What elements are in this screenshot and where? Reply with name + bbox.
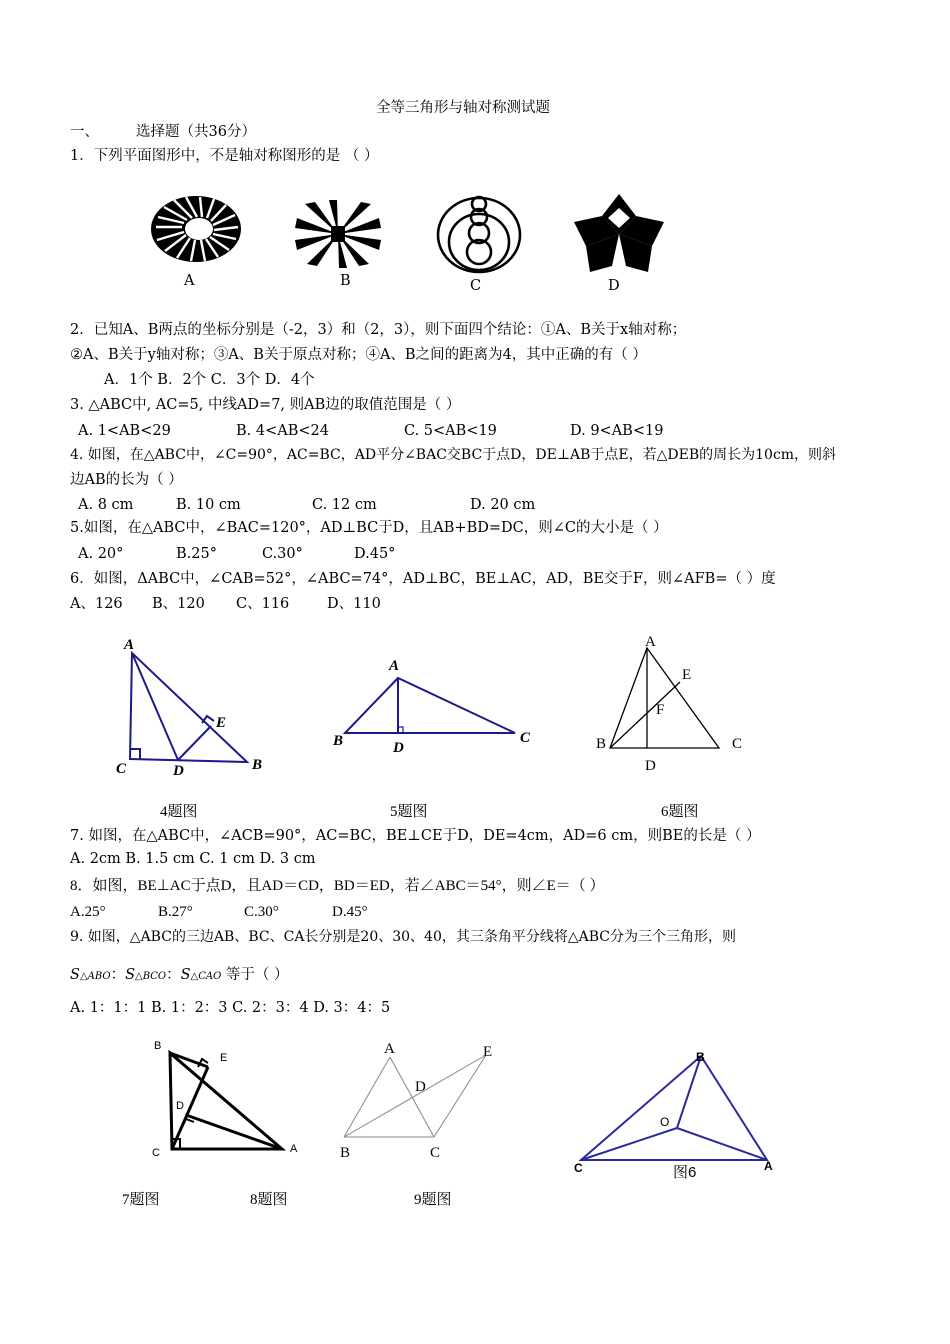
q5-option-c: C.30° <box>262 546 303 562</box>
q8-option-d: D.45° <box>332 904 368 920</box>
q4-option-c: C. 12 cm <box>312 497 377 513</box>
q3-option-d: D. 9<AB<19 <box>570 423 664 439</box>
q5-option-d: D.45° <box>354 546 396 562</box>
q1-label-b: B <box>340 273 351 289</box>
q6-option-c: C、116 <box>236 596 290 612</box>
fig9-inner-label: 图6 <box>673 1164 697 1181</box>
q1-label-a: A <box>184 273 195 289</box>
fig8-label-a: A <box>384 1041 395 1057</box>
fig6-label-f: F <box>656 702 665 718</box>
fig4-label-a: A <box>124 637 135 653</box>
q8-option-a: A.25° <box>70 904 106 920</box>
q3-option-a: A. 1<AB<29 <box>78 423 171 439</box>
q8-option-b: B.27° <box>158 904 193 920</box>
q1-figure-c <box>436 196 522 274</box>
figure-7-caption: 7题图 <box>122 1192 160 1208</box>
fig8-label-c: C <box>430 1145 441 1161</box>
q6-option-a: A、126 <box>70 596 123 612</box>
fig4-label-d: D <box>173 763 184 779</box>
figure-4-caption: 4题图 <box>160 804 198 820</box>
fig5-label-c: C <box>520 730 531 746</box>
q6-option-d: D、110 <box>327 596 381 612</box>
figure-5-caption: 5题图 <box>390 804 428 820</box>
figure-8 <box>330 1035 510 1170</box>
question-8: 8．如图，BE⊥AC于点D，且AD＝CD，BD＝ED，若∠ABC＝54°，则∠E＝（ ） <box>70 878 605 894</box>
fig7-label-a: A <box>290 1143 298 1155</box>
figure-6 <box>590 630 750 780</box>
fig4-label-e: E <box>216 715 227 731</box>
section-number: 一、 <box>70 124 99 140</box>
fig6-label-c: C <box>732 736 743 752</box>
fig8-label-d: D <box>415 1079 426 1095</box>
fig5-label-d: D <box>393 740 404 756</box>
figure-5 <box>325 650 545 760</box>
q5-option-b: B.25° <box>176 546 217 562</box>
figure-6-caption: 6题图 <box>661 804 699 820</box>
question-7: 7. 如图，在△ABC中，∠ACB=90°，AC=BC，BE⊥CE于D，DE=4cm，AD=6 cm，则BE的长是（ ） <box>70 828 761 844</box>
q3-option-c: C. 5<AB<19 <box>404 423 497 439</box>
q5-option-a: A. 20° <box>78 546 124 562</box>
fig5-label-b: B <box>333 733 344 749</box>
q1-figure-d <box>574 194 664 274</box>
fig6-label-e: E <box>682 667 692 683</box>
q8-option-c: C.30° <box>244 904 279 920</box>
fig7-label-d: D <box>176 1100 184 1112</box>
fig6-label-d: D <box>645 758 656 774</box>
page-title: 全等三角形与轴对称测试题 <box>376 100 550 116</box>
q9-ratio-expression: S△ABO：S△BCO：S△CAO 等于（ ） <box>70 967 289 983</box>
fig7-label-b: B <box>154 1040 162 1052</box>
fig6-label-a: A <box>645 634 656 650</box>
question-7-options: A. 2cm B. 1.5 cm C. 1 cm D. 3 cm <box>70 851 316 867</box>
fig9-label-o: O <box>660 1115 670 1129</box>
q4-option-d: D. 20 cm <box>470 497 536 513</box>
question-9-options: A. 1：1：1 B. 1：2：3 C. 2：3：4 D. 3：4：5 <box>70 1000 391 1016</box>
question-3: 3. △ABC中, AC=5, 中线AD=7, 则AB边的取值范围是（ ） <box>70 397 461 413</box>
question-2-line2: ②A、B关于y轴对称；③A、B关于原点对称；④A、B之间的距离为4，其中正确的有（ ） <box>70 347 647 363</box>
fig8-label-b: B <box>340 1145 351 1161</box>
question-2-options: A．1个 B．2个 C．3个 D．4个 <box>104 372 315 388</box>
fig7-label-e: E <box>220 1052 228 1064</box>
question-2-line1: 2．已知A、B两点的坐标分别是（-2，3）和（2，3），则下面四个结论：①A、B关于x轴对称； <box>70 322 687 338</box>
q4-option-b: B. 10 cm <box>176 497 241 513</box>
question-4-line2: 边AB的长为（ ） <box>70 472 183 488</box>
fig6-label-b: B <box>596 736 607 752</box>
question-9-line1: 9. 如图，△ABC的三边AB、BC、CA长分别是20、30、40，其三条角平分线将△ABC分为三个三角形，则 <box>70 929 737 945</box>
figure-7 <box>140 1035 310 1165</box>
q1-figure-b <box>293 200 383 268</box>
fig9-label-a: A <box>764 1159 773 1173</box>
figure-9-caption: 9题图 <box>414 1192 452 1208</box>
q1-figure-a <box>148 195 248 267</box>
fig8-label-e: E <box>483 1044 493 1060</box>
figure-8-caption: 8题图 <box>250 1192 288 1208</box>
question-1: 1．下列平面图形中，不是轴对称图形的是 （ ） <box>70 148 379 164</box>
figure-9 <box>565 1040 795 1190</box>
fig4-label-b: B <box>252 757 263 773</box>
fig9-label-c: C <box>574 1161 583 1175</box>
q4-option-a: A. 8 cm <box>78 497 134 513</box>
fig4-label-c: C <box>116 761 127 777</box>
fig9-label-b: B <box>696 1050 705 1064</box>
figure-4 <box>110 635 280 785</box>
q1-label-c: C <box>470 278 482 294</box>
question-5: 5.如图，在△ABC中，∠BAC=120°，AD⊥BC于D，且AB+BD=DC，则∠C的大小是（ ） <box>70 520 668 536</box>
fig7-label-c: C <box>152 1147 160 1159</box>
q1-label-d: D <box>608 278 620 294</box>
q6-option-b: B、120 <box>152 596 205 612</box>
question-4-line1: 4. 如图，在△ABC中，∠C=90°，AC=BC，AD平分∠BAC交BC于点D，DE⊥AB于点E，若△DEB的周长为10cm，则斜 <box>70 447 837 463</box>
q3-option-b: B. 4<AB<24 <box>236 423 329 439</box>
fig5-label-a: A <box>389 658 400 674</box>
question-6: 6．如图，ΔABC中，∠CAB=52°，∠ABC=74°，AD⊥BC，BE⊥AC，AD，BE交于F，则∠AFB=（ ）度 <box>70 571 776 587</box>
section-title: 选择题（共36分） <box>136 124 256 140</box>
